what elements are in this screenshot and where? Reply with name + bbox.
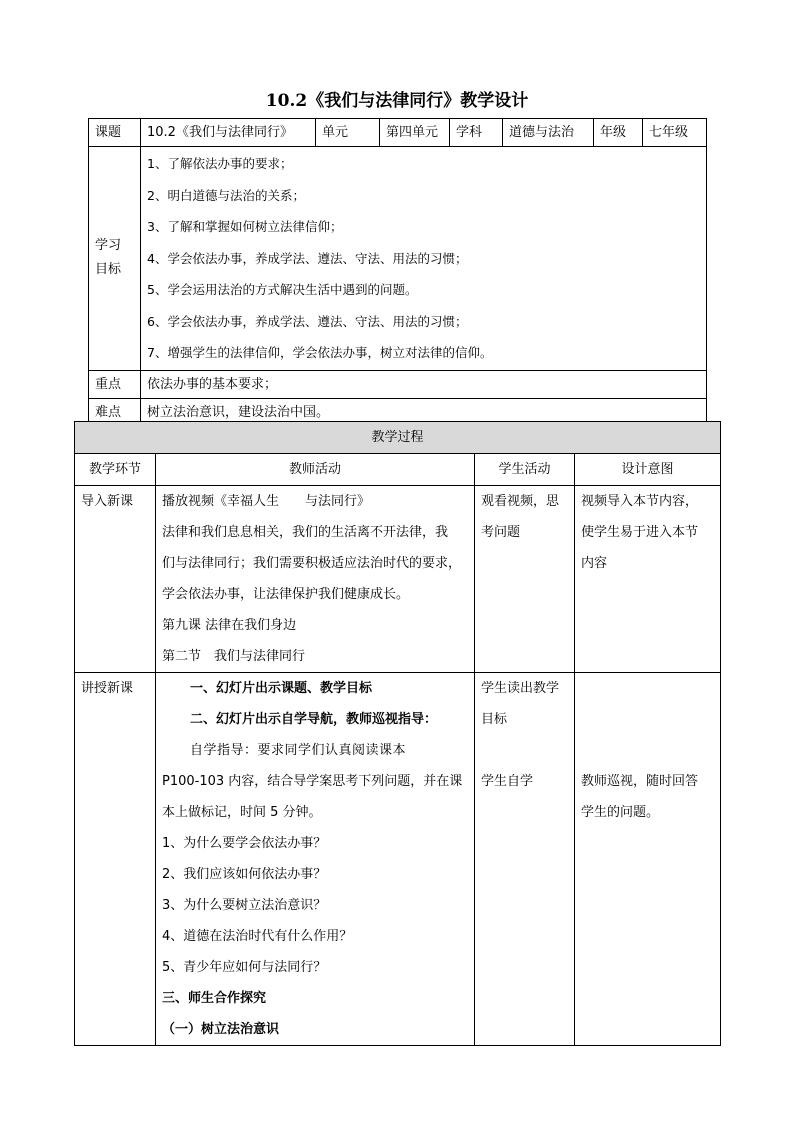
teacher-heading: （一）树立法治意识 bbox=[162, 1022, 280, 1037]
teacher-activity-cell bbox=[156, 673, 475, 1046]
column-header: 学生活动 bbox=[475, 454, 575, 486]
objectives-label-line: 学习 bbox=[95, 238, 122, 254]
stage-cell: 讲授新课 bbox=[75, 673, 156, 1046]
student-line: 学生自学 bbox=[481, 774, 534, 789]
lesson-info-table bbox=[88, 118, 707, 427]
guide-line: 自学指导：要求同学们认真阅读课本 bbox=[190, 743, 407, 758]
process-header-row bbox=[75, 422, 721, 454]
student-line: 学生读出教学 bbox=[481, 681, 560, 696]
student-line: 目标 bbox=[481, 712, 508, 727]
topic-value: 10.2《我们与法律同行》 bbox=[141, 119, 316, 147]
key-value: 依法办事的基本要求； bbox=[141, 370, 707, 398]
key-label: 重点 bbox=[89, 370, 141, 398]
spacer bbox=[581, 673, 720, 704]
objective-item: 1、了解依法办事的要求； bbox=[147, 156, 293, 171]
topic-label: 课题 bbox=[89, 119, 141, 147]
question-item: 4、道德在法治时代有什么作用？ bbox=[162, 929, 353, 944]
student-activity-cell bbox=[475, 486, 575, 673]
objective-item: 5、学会运用法治的方式解决生活中遇到的问题。 bbox=[147, 282, 418, 297]
objective-item: 7、增强学生的法律信仰，学会依法办事，树立对法律的信仰。 bbox=[147, 345, 493, 360]
student-line: 观看视频，思 bbox=[481, 494, 560, 509]
objective-item: 4、学会依法办事，养成学法、遵法、守法、用法的习惯； bbox=[147, 250, 468, 266]
unit-label: 单元 bbox=[316, 119, 380, 147]
grade-value: 七年级 bbox=[643, 119, 707, 147]
grade-label: 年级 bbox=[594, 119, 643, 147]
teacher-line: 学会依法办事，让法律保护我们健康成长。 bbox=[162, 587, 410, 602]
teacher-line: 们与法律同行；我们需要积极适应法治时代的要求， bbox=[162, 556, 462, 571]
unit-value: 第四单元 bbox=[380, 119, 450, 147]
teacher-activity-cell bbox=[156, 486, 475, 673]
design-intent-cell bbox=[575, 486, 721, 673]
teacher-line: 播放视频《幸福人生 与法同行》 bbox=[162, 494, 371, 509]
page-title: 10.2《我们与法律同行》教学设计 bbox=[265, 91, 529, 111]
objectives-label-line: 目标 bbox=[95, 262, 122, 278]
stage-cell: 导入新课 bbox=[75, 486, 156, 673]
difficulty-label: 难点 bbox=[89, 398, 141, 426]
objective-item: 3、了解和掌握如何树立法律信仰； bbox=[147, 219, 343, 234]
process-header: 教学过程 bbox=[75, 422, 721, 454]
teacher-heading: 三、师生合作探究 bbox=[162, 991, 267, 1006]
question-item: 1、为什么要学会依法办事？ bbox=[162, 836, 327, 851]
student-activity-cell bbox=[475, 673, 575, 1046]
subject-label: 学科 bbox=[450, 119, 503, 147]
column-header: 设计意图 bbox=[575, 454, 721, 486]
key-point-row bbox=[89, 370, 707, 398]
intro-row bbox=[75, 486, 721, 673]
teaching-process-table bbox=[74, 421, 721, 1046]
spacer bbox=[581, 704, 720, 735]
teacher-line: 第二节 我们与法律同行 bbox=[162, 649, 306, 664]
guide-line: P100-103 内容，结合导学案思考下列问题，并在课 bbox=[162, 774, 463, 789]
question-item: 5、青少年应如何与法同行？ bbox=[162, 960, 327, 975]
column-header: 教师活动 bbox=[156, 454, 475, 486]
objectives-row bbox=[89, 147, 707, 371]
objective-item: 6、学会依法办事，养成学法、遵法、守法、用法的习惯； bbox=[147, 313, 468, 329]
intent-line: 内容 bbox=[581, 556, 608, 571]
spacer bbox=[481, 735, 574, 766]
column-header: 教学环节 bbox=[75, 454, 156, 486]
design-intent-cell bbox=[575, 673, 721, 1046]
intent-line: 教师巡视，随时回答 bbox=[581, 774, 699, 789]
column-header-row bbox=[75, 454, 721, 486]
objectives-list bbox=[141, 147, 707, 371]
info-row bbox=[89, 119, 707, 147]
question-item: 3、为什么要树立法治意识？ bbox=[162, 898, 327, 913]
subject-value: 道德与法治 bbox=[503, 119, 594, 147]
teacher-heading: 二、幻灯片出示自学导航，教师巡视指导： bbox=[190, 712, 438, 727]
teacher-line: 第九课 法律在我们身边 bbox=[162, 618, 297, 633]
spacer bbox=[581, 735, 720, 766]
teacher-line: 法律和我们息息相关，我们的生活离不开法律，我 bbox=[162, 525, 449, 540]
guide-line: 本上做标记，时间 5 分钟。 bbox=[162, 805, 322, 820]
intent-line: 使学生易于进入本节 bbox=[581, 525, 699, 540]
intent-line: 学生的问题。 bbox=[581, 805, 660, 820]
teach-row bbox=[75, 673, 721, 1046]
teacher-heading: 一、幻灯片出示课题、教学目标 bbox=[190, 681, 373, 696]
objectives-label bbox=[89, 147, 141, 371]
student-line: 考问题 bbox=[481, 525, 521, 540]
question-item: 2、我们应该如何依法办事？ bbox=[162, 867, 327, 882]
objective-item: 2、明白道德与法治的关系； bbox=[147, 187, 305, 203]
intent-line: 视频导入本节内容， bbox=[581, 494, 699, 509]
difficulty-value: 树立法治意识，建设法治中国。 bbox=[141, 398, 707, 426]
